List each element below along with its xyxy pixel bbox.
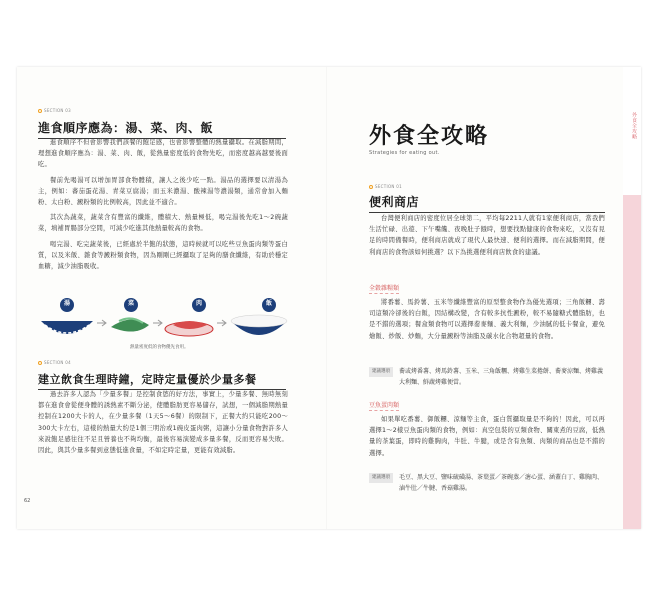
recommendation-row [369, 472, 605, 494]
section-title: 建立飲食生理時鐘，定時定量優於少量多餐 [38, 371, 286, 390]
paragraph: 進食順序不但會影響我們該餐的飽足感，也會影響整體的熱量攝取。在減脂期間，理想進食順序應為：湯、菜、肉、飯，從熱量密度低的食物先吃，而密度越高越要後面吃。 [38, 139, 288, 169]
recommendation-badge: 建議選項 [369, 367, 393, 377]
paragraph: 過去許多人認為「少量多餐」是控制食慾的好方法，事實上，少量多餐、無時無刻都在進食會從便身體的誘熱素不斷分泌，使體脂肪更容易儲存，試想，一個減脂期熱量控制在1200大卡的人，在少量多餐（1天5～6餐）的限制下，正餐大約只能吃200～300大卡左右，這樣的熱量大約是1個三明治或1碗皮蛋肉粥，這讓小分量食物對許多人來說飽足感往往不足且營養也不夠均衡，最後容易演變成多量多餐，反而更容易失敗。因此，與其少量多餐到意態低進食量，不如定時定量，更能有效減脂。 [38, 391, 288, 455]
section-dot-icon [38, 361, 42, 365]
illustration-caption: 熱量密度低的食物優先食用。 [130, 345, 189, 350]
paragraph: 餐前先喝湯可以增加胃部食物體積，讓人之後少吃一點。湯品的選擇要以清湯為主，例如：蕃茄蛋花湯、青菜豆腐湯；而玉米濃湯、酸辣湯等濃湯類，通常會加入麵粉、太白粉、澱粉類的比例較高，因此並不適合。 [38, 176, 288, 207]
recommendation-row [369, 366, 605, 388]
paragraph: 喝完湯、吃完蔬菜後，已經處於半飽的狀態，這時候就可以吃些豆魚蛋肉類等蛋白質，以及米飯、雜食等澱粉類食物，因為剛剛已經攝取了足夠的膳食纖維，有助於穩定血糖，減少油脂吸收。 [38, 240, 288, 271]
right-section-body [369, 213, 605, 262]
illustration-label-vegetable: 菜 [128, 300, 135, 307]
recommendation-text: 蕎或烤番薯、烤馬鈴薯、玉米、三角飯糰、烤雞生菜捲餅、蕎麥涼麵、烤雞義大利麵、鮮蔬烤雞便當。 [399, 368, 604, 386]
section-title: 進食順序應為：湯、菜、肉、飯 [38, 119, 286, 139]
book-gutter [326, 67, 327, 529]
section-tag: SECTION 01 [369, 184, 402, 189]
paragraph: 台灣便利商店的密度位居全球第二，平均每2211人就有1家便利商店，當我們生活忙碌、出遊、下午嘴饞、夜晚肚子餓時，想要找點健康的食物來吃，又沒有見足的時間備餐時，便利商店就成了現代人最快速、便利的選擇。而在減脂期間，便利商店的食物該如何挑選？以下為挑選便利商店飲食的建議。 [369, 215, 605, 256]
section-title: 便利商店 [369, 193, 605, 213]
page-number: 62 [24, 498, 31, 504]
recommendation-text: 毛豆、黑大豆、鹽味硫磺湯、茶葉蛋／茶碗蒸／溏心蛋、涵蓋白丁、雞胸肉、滷牛肚／牛腱、香菇雞湯。 [399, 474, 604, 492]
section-dot-icon [369, 185, 373, 189]
chapter-tab-label: 外食全攻略 [631, 112, 637, 140]
section-tag: SECTION 04 [38, 360, 71, 365]
illustration-label-soup: 湯 [64, 300, 71, 307]
paragraph: 將番薯、馬鈴薯、玉米等纖維豐富的原型整食物作為優先選項；三角飯糰、壽司這類冷卻後的白飯，因結構改變，含有較多抗性澱粉，較不易隨糖式體脂肪，也是不錯的選項；餐盒類食物可以選擇蕎麥麵、義大利麵，少油膩的低卡餐盒，避免燴飯、炒飯、炒麵，大分量澱粉等油脂及碳水化合物超量的食物。 [369, 299, 605, 340]
section-tag: SECTION 03 [38, 108, 71, 113]
subsection-head: 豆魚蛋肉類 [369, 402, 400, 409]
section2-body [38, 389, 288, 460]
eating-order-illustration [39, 291, 289, 349]
rice-bowl-icon [231, 298, 287, 335]
section1-body [38, 137, 288, 276]
recommendation-badge: 建議選項 [369, 473, 393, 483]
page-title: 外食全攻略 [369, 123, 490, 149]
paragraph: 如果單吃番薯、御飯糰、涼麵等主食，蛋白質攝取量是不夠的！因此，可以再選擇1～2樣豆魚蛋肉類的食物，例如：真空包裝的豆類食物、關東煮的豆腐，低熱量的茶葉蛋，即時的雞胸肉，牛肚、牛腱，或是含有魚類、肉類的商品也是不錯的選擇。 [369, 416, 605, 457]
subsection-body [369, 414, 605, 463]
meat-plate-icon [165, 298, 213, 336]
illustration-label-meat: 肉 [196, 300, 203, 307]
subsection-body [369, 297, 605, 346]
section-dot-icon [38, 109, 42, 113]
paragraph: 其次為蔬菜，蔬菜含有豐富的纖維，體積大、熱量極低，喝完湯後先吃1～2碗蔬菜，填補胃腸部分空間，可減少吃進其他熱量較高的食物。 [38, 214, 288, 233]
illustration-label-rice: 飯 [266, 300, 273, 307]
subsection-head: 全穀雜糧類 [369, 285, 400, 292]
page-subtitle: Strategies for eating out. [369, 150, 440, 156]
